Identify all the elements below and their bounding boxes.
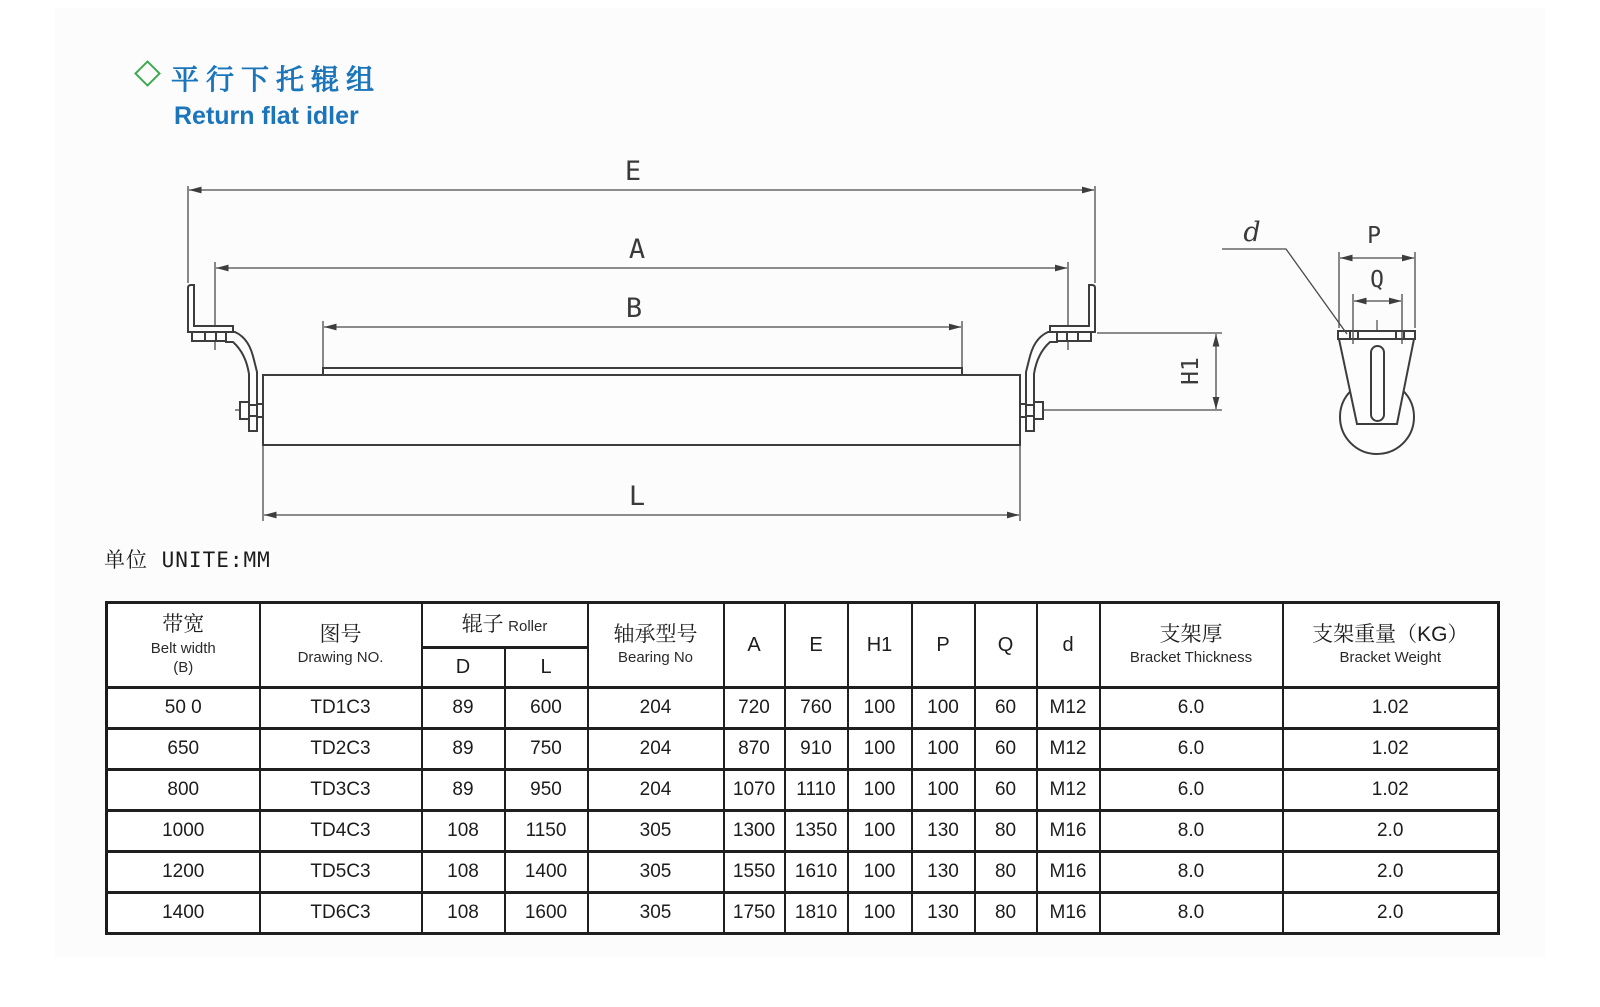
cell-bracket-weight: 1.02 bbox=[1283, 770, 1499, 811]
cell-belt-width: 650 bbox=[107, 729, 260, 770]
dim-label-H1: H1 bbox=[1178, 357, 1204, 385]
cell-a: 870 bbox=[724, 729, 785, 770]
cell-drawing-no: TD1C3 bbox=[260, 688, 422, 729]
cell-a: 1070 bbox=[724, 770, 785, 811]
unit-note: 单位 UNITE:MM bbox=[104, 548, 271, 572]
table-row bbox=[107, 852, 1499, 893]
cell-roller-d: 108 bbox=[422, 893, 505, 934]
dim-label-A: A bbox=[628, 234, 646, 265]
col-header-bracket-thickness: 支架厚 Bracket Thickness bbox=[1100, 603, 1283, 688]
cell-h1: 100 bbox=[848, 729, 912, 770]
cell-roller-l: 1600 bbox=[505, 893, 588, 934]
cell-e: 1810 bbox=[785, 893, 848, 934]
cell-a: 1550 bbox=[724, 852, 785, 893]
cell-e: 1350 bbox=[785, 811, 848, 852]
cell-roller-l: 1150 bbox=[505, 811, 588, 852]
dim-label-d: d bbox=[1243, 217, 1261, 248]
col-header-roller-D: D bbox=[422, 648, 505, 688]
cell-h1: 100 bbox=[848, 811, 912, 852]
cell-h1: 100 bbox=[848, 770, 912, 811]
cell-bracket-weight: 2.0 bbox=[1283, 893, 1499, 934]
cell-h1: 100 bbox=[848, 893, 912, 934]
cell-h1: 100 bbox=[848, 852, 912, 893]
cell-roller-d: 89 bbox=[422, 729, 505, 770]
col-header-P: P bbox=[912, 603, 975, 688]
dim-label-P: P bbox=[1367, 223, 1381, 249]
cell-bearing: 204 bbox=[588, 688, 724, 729]
cell-e: 1610 bbox=[785, 852, 848, 893]
bracket-side-view bbox=[1222, 217, 1415, 454]
cell-e: 1110 bbox=[785, 770, 848, 811]
dim-label-E: E bbox=[624, 156, 642, 187]
cell-q: 60 bbox=[975, 770, 1037, 811]
col-header-belt-width: 带宽 Belt width (B) bbox=[107, 603, 260, 688]
cell-bracket-weight: 2.0 bbox=[1283, 811, 1499, 852]
col-header-bearing: 轴承型号 Bearing No bbox=[588, 603, 724, 688]
cell-bearing: 204 bbox=[588, 770, 724, 811]
cell-h1: 100 bbox=[848, 688, 912, 729]
cell-bearing: 305 bbox=[588, 893, 724, 934]
col-header-H1: H1 bbox=[848, 603, 912, 688]
page-title-chinese: 平行下托辊组 bbox=[171, 64, 382, 95]
cell-bracket-weight: 1.02 bbox=[1283, 729, 1499, 770]
cell-belt-width: 1400 bbox=[107, 893, 260, 934]
cell-d: M12 bbox=[1037, 688, 1100, 729]
col-header-Q: Q bbox=[975, 603, 1037, 688]
cell-a: 1750 bbox=[724, 893, 785, 934]
cell-d: M12 bbox=[1037, 729, 1100, 770]
cell-belt-width: 1200 bbox=[107, 852, 260, 893]
cell-bearing: 204 bbox=[588, 729, 724, 770]
cell-bracket-thickness: 6.0 bbox=[1100, 729, 1283, 770]
cell-drawing-no: TD6C3 bbox=[260, 893, 422, 934]
col-header-drawing-no: 图号 Drawing NO. bbox=[260, 603, 422, 688]
cell-bracket-thickness: 6.0 bbox=[1100, 770, 1283, 811]
cell-p: 100 bbox=[912, 770, 975, 811]
table-row bbox=[107, 770, 1499, 811]
cell-bracket-weight: 1.02 bbox=[1283, 688, 1499, 729]
table-row bbox=[107, 811, 1499, 852]
cell-p: 100 bbox=[912, 688, 975, 729]
col-header-A: A bbox=[724, 603, 785, 688]
cell-roller-l: 600 bbox=[505, 688, 588, 729]
cell-bracket-thickness: 6.0 bbox=[1100, 688, 1283, 729]
cell-roller-d: 108 bbox=[422, 852, 505, 893]
cell-roller-l: 950 bbox=[505, 770, 588, 811]
left-bracket bbox=[188, 285, 263, 431]
page-title-english: Return flat idler bbox=[174, 102, 359, 130]
cell-roller-d: 89 bbox=[422, 770, 505, 811]
cell-e: 910 bbox=[785, 729, 848, 770]
cell-drawing-no: TD3C3 bbox=[260, 770, 422, 811]
cell-belt-width: 1000 bbox=[107, 811, 260, 852]
cell-drawing-no: TD2C3 bbox=[260, 729, 422, 770]
cell-drawing-no: TD4C3 bbox=[260, 811, 422, 852]
cell-q: 60 bbox=[975, 688, 1037, 729]
cell-q: 80 bbox=[975, 893, 1037, 934]
cell-q: 80 bbox=[975, 811, 1037, 852]
cell-d: M16 bbox=[1037, 893, 1100, 934]
cell-d: M16 bbox=[1037, 852, 1100, 893]
col-header-E: E bbox=[785, 603, 848, 688]
cell-belt-width: 50 0 bbox=[107, 688, 260, 729]
col-header-bracket-weight: 支架重量（KG） Bracket Weight bbox=[1283, 603, 1499, 688]
cell-a: 1300 bbox=[724, 811, 785, 852]
cell-d: M16 bbox=[1037, 811, 1100, 852]
dim-label-B: B bbox=[625, 293, 643, 324]
dim-label-L: L bbox=[628, 481, 646, 512]
cell-p: 130 bbox=[912, 852, 975, 893]
cell-bracket-thickness: 8.0 bbox=[1100, 893, 1283, 934]
belt-strip bbox=[323, 368, 962, 375]
cell-belt-width: 800 bbox=[107, 770, 260, 811]
col-header-d: d bbox=[1037, 603, 1100, 688]
header-row-1 bbox=[107, 603, 1499, 648]
bolt-slot bbox=[1371, 346, 1384, 421]
cell-a: 720 bbox=[724, 688, 785, 729]
cell-bracket-thickness: 8.0 bbox=[1100, 852, 1283, 893]
table-row bbox=[107, 688, 1499, 729]
cell-bearing: 305 bbox=[588, 811, 724, 852]
cell-roller-l: 1400 bbox=[505, 852, 588, 893]
cell-bracket-thickness: 8.0 bbox=[1100, 811, 1283, 852]
cell-q: 60 bbox=[975, 729, 1037, 770]
roller-body bbox=[263, 375, 1020, 445]
right-bracket bbox=[1020, 285, 1095, 431]
cell-q: 80 bbox=[975, 852, 1037, 893]
cell-bracket-weight: 2.0 bbox=[1283, 852, 1499, 893]
dim-label-Q: Q bbox=[1370, 267, 1384, 293]
spec-table bbox=[105, 601, 1500, 935]
cell-roller-d: 108 bbox=[422, 811, 505, 852]
cell-p: 130 bbox=[912, 811, 975, 852]
cell-e: 760 bbox=[785, 688, 848, 729]
table-row bbox=[107, 729, 1499, 770]
cell-roller-l: 750 bbox=[505, 729, 588, 770]
table-row bbox=[107, 893, 1499, 934]
col-header-roller: 辊子 Roller bbox=[422, 603, 588, 648]
cell-p: 130 bbox=[912, 893, 975, 934]
dimension-lines bbox=[189, 190, 1216, 515]
col-header-roller-L: L bbox=[505, 648, 588, 688]
cell-roller-d: 89 bbox=[422, 688, 505, 729]
extension-lines bbox=[188, 186, 1222, 521]
cell-d: M12 bbox=[1037, 770, 1100, 811]
cell-bearing: 305 bbox=[588, 852, 724, 893]
cell-p: 100 bbox=[912, 729, 975, 770]
cell-drawing-no: TD5C3 bbox=[260, 852, 422, 893]
